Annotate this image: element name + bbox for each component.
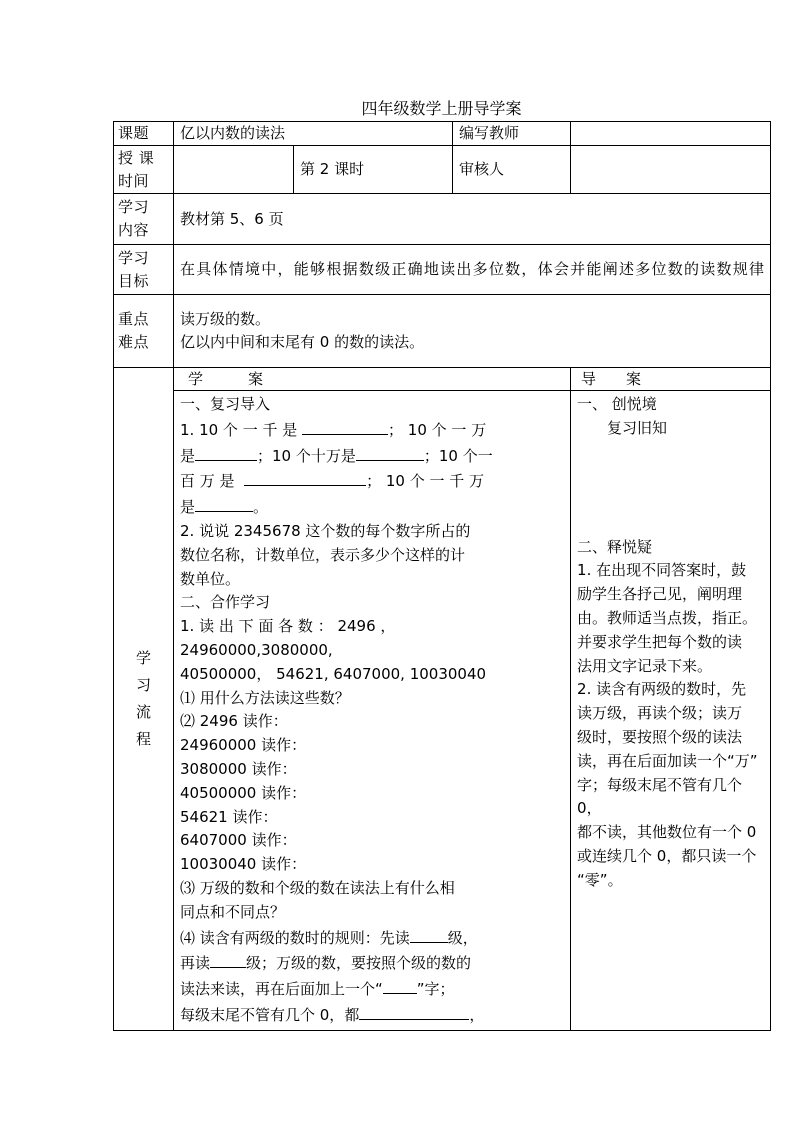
teacher-label: 编写教师 — [453, 122, 571, 146]
key-line-2: 亿以内中间和末尾有 0 的数的读法。 — [180, 333, 425, 351]
g12: 读，再在后面加读一个“万” — [577, 751, 758, 770]
q1-i: 。 — [253, 498, 269, 517]
blank-1 — [302, 417, 388, 435]
g13: 字；每级末尾不管有几个 0， — [577, 775, 743, 818]
r6: 24960000 读作： — [180, 736, 307, 755]
q1-h: 是 — [180, 498, 196, 517]
r5: ⑵ 2496 读作： — [180, 712, 288, 731]
row-key — [114, 295, 771, 368]
g14: 都不读，其他数位有一个 0 — [577, 823, 757, 842]
lesson-value: 第 2 课时 — [294, 146, 453, 194]
g2: 复习旧知 — [607, 418, 668, 437]
q1-line1 — [180, 417, 564, 443]
g3: 二、释悦疑 — [577, 537, 653, 556]
r1: 1. 读 出 下 面 各 数 ： 2496 ， — [180, 617, 396, 636]
guide-column-header: 导 案 — [571, 368, 771, 391]
r4: ⑴ 用什么方法读这些数？ — [180, 688, 350, 707]
r2: 24960000,3080000, — [180, 640, 333, 659]
g16: “零”。 — [577, 870, 623, 889]
key-label-line2: 难点 — [118, 333, 150, 351]
g15: 或连续几个 0，都只读一个 — [577, 846, 757, 865]
study-sec2: 二、合作学习 — [180, 593, 271, 612]
g6: 由。教师适当点拨，指正。 — [577, 608, 758, 627]
guide-spacer — [577, 441, 764, 536]
time-label-line1: 授 课 — [118, 148, 155, 167]
goal-label — [114, 245, 174, 295]
flow-label-char-1: 学 — [135, 648, 151, 667]
time-value — [174, 146, 294, 194]
row-time — [114, 146, 771, 194]
blank-6 — [410, 925, 448, 943]
study-plan-cell — [174, 391, 571, 1031]
key-label — [114, 295, 174, 368]
flow-label-char-2: 习 — [135, 675, 151, 694]
topic-value: 亿以内数的读法 — [174, 122, 453, 146]
q1-a: 1. 10 个 一 千 是 — [180, 420, 298, 439]
r13: 同点和不同点？ — [180, 902, 286, 921]
r14-a: ⑷ 读含有两级的数时的规则：先读 — [180, 928, 410, 947]
blank-3 — [356, 443, 424, 461]
document-title: 四年级数学上册导学案 — [361, 99, 522, 118]
r3: 40500000， 54621, 6407000, 10030040 — [180, 664, 487, 683]
content-label-line1: 学习 — [118, 198, 150, 216]
reviewer-value — [571, 146, 771, 194]
blank-9 — [359, 1002, 469, 1020]
g8: 法用文字记录下来。 — [577, 656, 713, 675]
q1-g: ； 10 个 一 千 万 — [366, 472, 485, 491]
r10: 6407000 读作： — [180, 831, 297, 850]
study-sec1: 一、复习导入 — [180, 395, 271, 413]
r17-b: ， — [469, 1005, 485, 1024]
lesson-plan-table — [113, 121, 771, 1031]
blank-5 — [195, 494, 253, 512]
g9: 2. 读含有两级的数时，先 — [577, 680, 747, 699]
g11: 级时，要按照个级的读法 — [577, 727, 743, 746]
r15-b: 级；万级的数，要按照个级的数的 — [246, 954, 472, 973]
time-label-line2: 时间 — [118, 171, 150, 190]
topic-label: 课题 — [114, 122, 174, 146]
r16-b: ”字； — [416, 980, 455, 999]
key-label-line1: 重点 — [118, 310, 150, 328]
r14 — [180, 925, 564, 951]
time-label — [114, 146, 174, 194]
g1: 一、 创悦境 — [577, 395, 657, 413]
goal-label-line1: 学习 — [118, 248, 150, 267]
g10: 读万级，再读个级；读万 — [577, 704, 743, 723]
guide-plan-cell — [571, 391, 771, 1031]
g4: 1. 在出现不同答案时，鼓 — [577, 561, 747, 580]
q1-line2 — [180, 443, 564, 469]
row-flow-body — [114, 391, 771, 1031]
reviewer-label: 审核人 — [453, 146, 571, 194]
q1-b: ； 10 个 一 万 — [388, 420, 487, 439]
q1-line4 — [180, 494, 564, 520]
q2-line2: 数位名称，计数单位，表示多少个这样的计 — [180, 545, 466, 564]
q2-line1: 2. 说说 2345678 这个数的每个数字所占的 — [180, 521, 471, 540]
r17 — [180, 1002, 564, 1028]
blank-4 — [244, 468, 366, 486]
row-flow-header — [114, 368, 771, 391]
q2-line3: 数单位。 — [180, 569, 241, 588]
q1-line3 — [180, 468, 564, 494]
flow-label-char-3: 流 — [135, 702, 151, 721]
r16-a: 读法来读，再在后面加上一个“ — [180, 980, 383, 999]
goal-value: 在具体情境中，能够根据数级正确地读出多位数，体会并能阐述多位数的读数规律 — [174, 245, 771, 295]
blank-7 — [210, 950, 246, 968]
q1-c: 是 — [180, 446, 196, 465]
row-topic — [114, 122, 771, 146]
row-goal — [114, 245, 771, 295]
key-line-1: 读万级的数。 — [180, 310, 271, 328]
content-label-line2: 内容 — [118, 221, 150, 239]
r9: 54621 读作： — [180, 807, 278, 826]
r7: 3080000 读作： — [180, 759, 297, 778]
content-value: 教材第 5、6 页 — [174, 194, 771, 245]
r15 — [180, 950, 564, 976]
q1-e: ；10 个一 — [423, 446, 493, 465]
q1-d: ；10 个十万是 — [257, 446, 356, 465]
blank-2 — [195, 443, 257, 461]
key-value — [174, 295, 771, 368]
r15-a: 再读 — [180, 954, 211, 973]
flow-label-char-4: 程 — [135, 729, 151, 748]
content-label — [114, 194, 174, 245]
g5: 励学生各抒己见，阐明理 — [577, 585, 743, 604]
q1-f: 百 万 是 — [180, 472, 235, 491]
flow-label — [114, 368, 174, 1031]
r12: ⑶ 万级的数和个级的数在读法上有什么相 — [180, 878, 455, 897]
g7: 并要求学生把每个数的读 — [577, 632, 743, 651]
r16 — [180, 976, 564, 1002]
row-content — [114, 194, 771, 245]
study-column-header: 学 案 — [174, 368, 571, 391]
r14-b: 级， — [447, 928, 478, 947]
r17-a: 每级末尾不管有几个 0，都 — [180, 1005, 360, 1024]
teacher-value — [571, 122, 771, 146]
r8: 40500000 读作： — [180, 783, 307, 802]
blank-8 — [383, 976, 417, 994]
r11: 10030040 读作： — [180, 855, 307, 874]
goal-label-line2: 目标 — [118, 271, 150, 290]
